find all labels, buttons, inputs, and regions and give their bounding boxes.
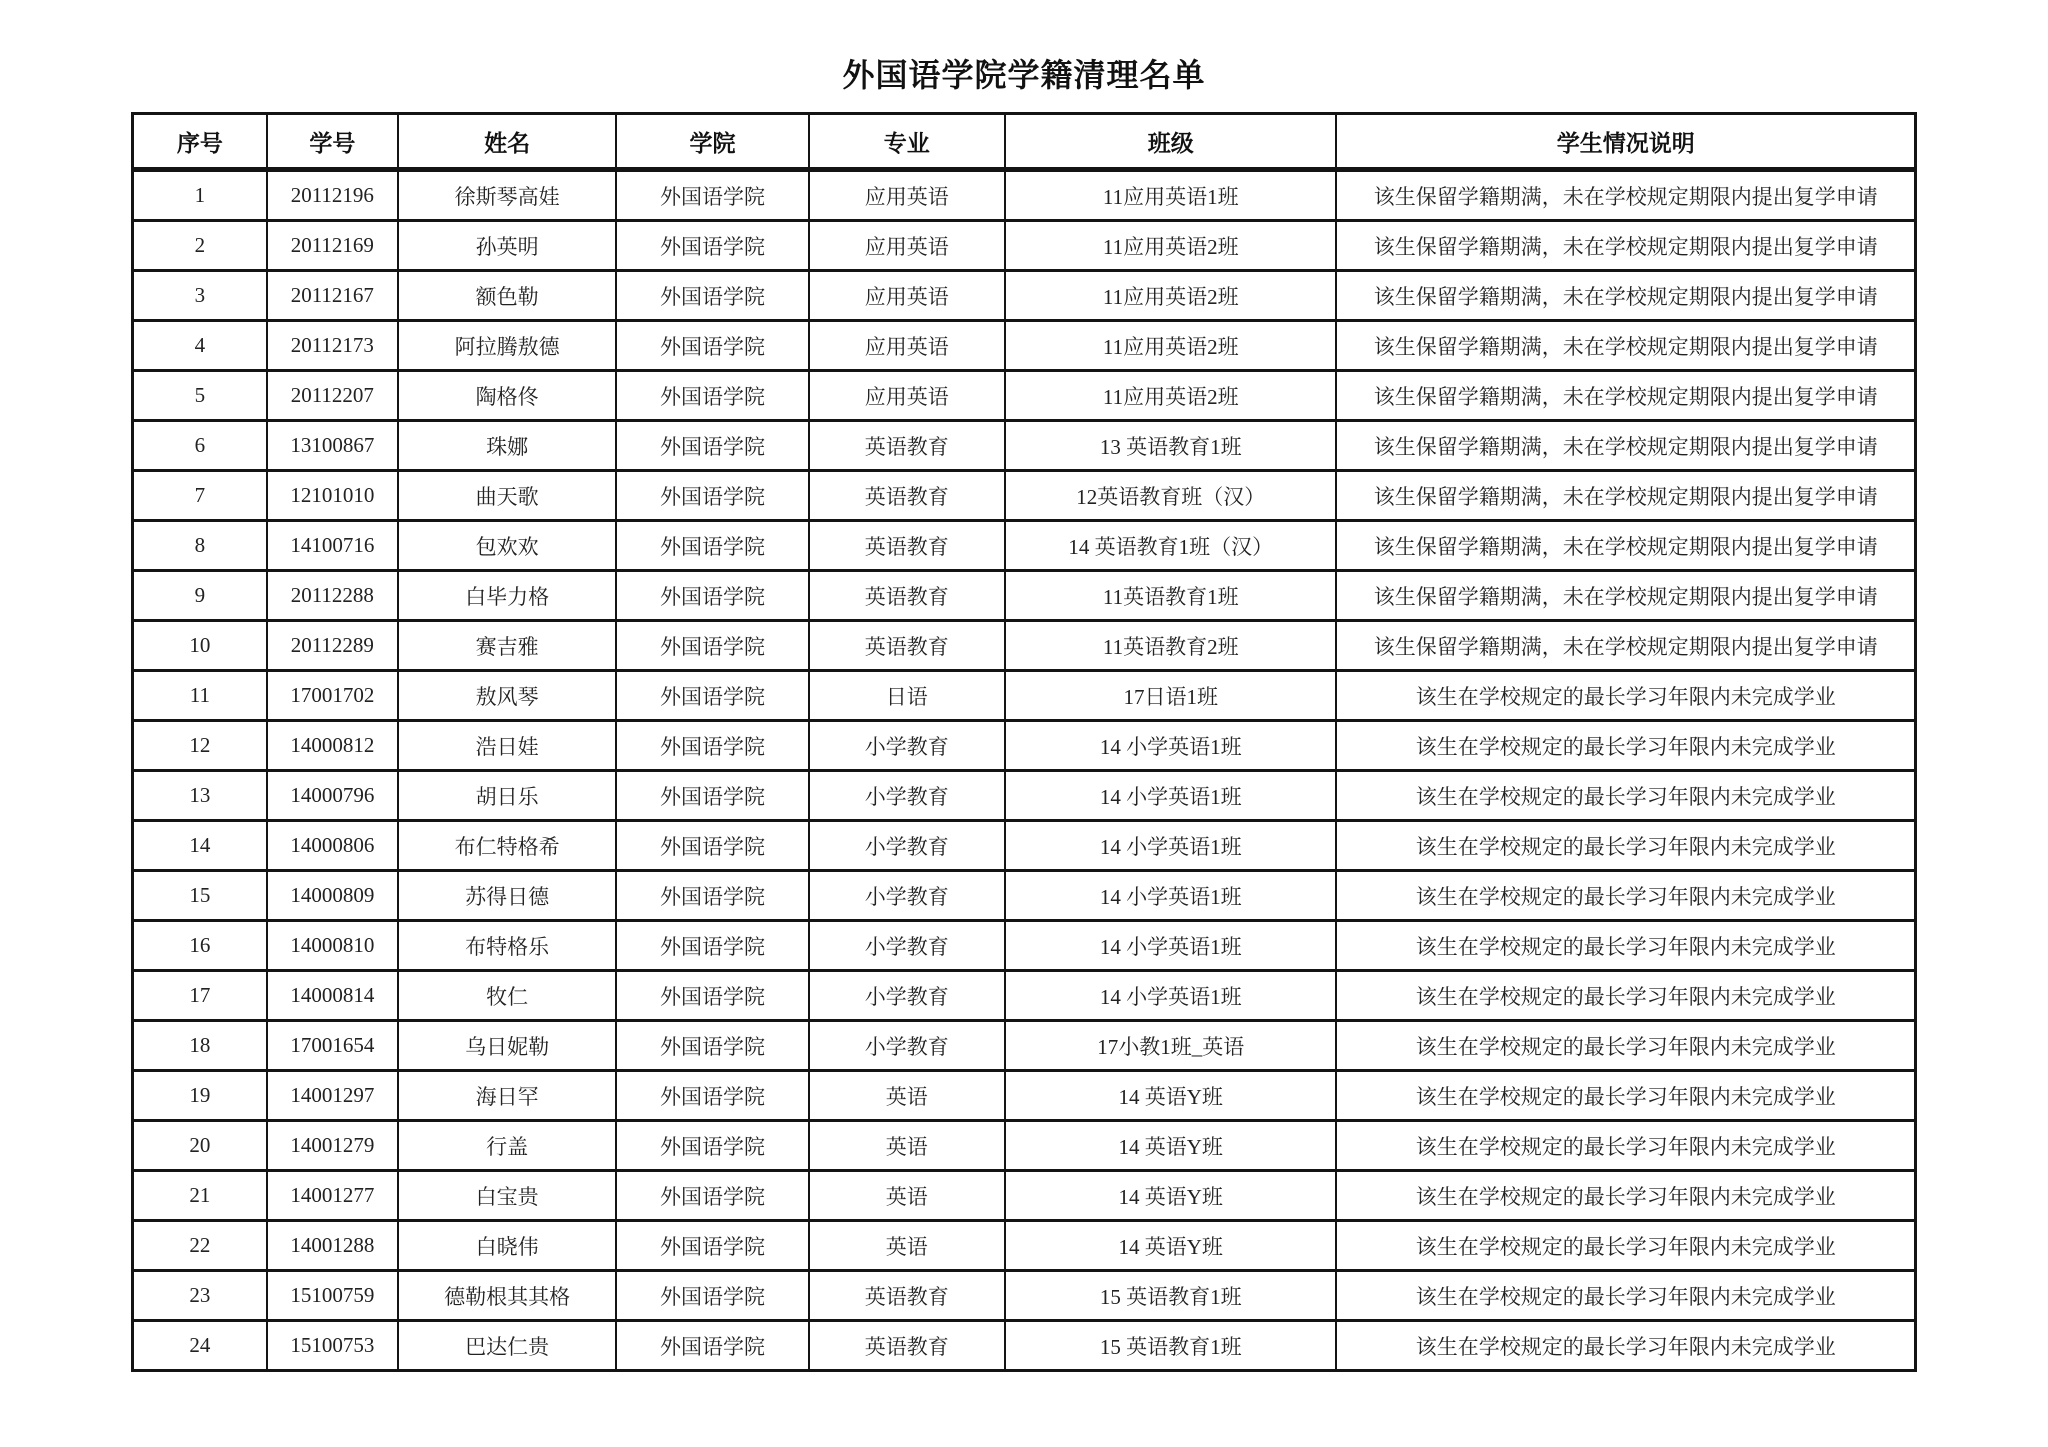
cell-note: 该生在学校规定的最长学习年限内未完成学业 <box>1336 771 1915 821</box>
table-row <box>133 271 1916 321</box>
cell-name: 胡日乐 <box>398 771 616 821</box>
cell-student_id: 14000796 <box>267 771 398 821</box>
cell-no: 10 <box>133 621 267 671</box>
cell-no: 4 <box>133 321 267 371</box>
cell-note: 该生在学校规定的最长学习年限内未完成学业 <box>1336 721 1915 771</box>
cell-class: 14 英语Y班 <box>1005 1121 1337 1171</box>
cell-note: 该生在学校规定的最长学习年限内未完成学业 <box>1336 1021 1915 1071</box>
cell-name: 包欢欢 <box>398 521 616 571</box>
table-row <box>133 1021 1916 1071</box>
cell-college: 外国语学院 <box>616 1021 808 1071</box>
table-row <box>133 1221 1916 1271</box>
cell-no: 18 <box>133 1021 267 1071</box>
cell-name: 曲天歌 <box>398 471 616 521</box>
table-row <box>133 1071 1916 1121</box>
cell-student_id: 14001279 <box>267 1121 398 1171</box>
cell-no: 3 <box>133 271 267 321</box>
cell-no: 7 <box>133 471 267 521</box>
cell-note: 该生保留学籍期满，未在学校规定期限内提出复学申请 <box>1336 371 1915 421</box>
table-row <box>133 1121 1916 1171</box>
column-header-note: 学生情况说明 <box>1336 114 1915 170</box>
cell-note: 该生保留学籍期满，未在学校规定期限内提出复学申请 <box>1336 621 1915 671</box>
cell-no: 6 <box>133 421 267 471</box>
cell-class: 14 小学英语1班 <box>1005 871 1337 921</box>
cell-college: 外国语学院 <box>616 170 808 221</box>
cell-class: 17小教1班_英语 <box>1005 1021 1337 1071</box>
cell-name: 徐斯琴高娃 <box>398 170 616 221</box>
cell-college: 外国语学院 <box>616 571 808 621</box>
cell-no: 2 <box>133 221 267 271</box>
cell-college: 外国语学院 <box>616 1171 808 1221</box>
cell-class: 11应用英语2班 <box>1005 371 1337 421</box>
cell-student_id: 20112289 <box>267 621 398 671</box>
cell-student_id: 14000809 <box>267 871 398 921</box>
cell-student_id: 20112169 <box>267 221 398 271</box>
cell-college: 外国语学院 <box>616 871 808 921</box>
cell-name: 海日罕 <box>398 1071 616 1121</box>
table-row <box>133 521 1916 571</box>
cell-no: 21 <box>133 1171 267 1221</box>
cell-college: 外国语学院 <box>616 471 808 521</box>
cell-college: 外国语学院 <box>616 1221 808 1271</box>
cell-no: 23 <box>133 1271 267 1321</box>
cell-student_id: 14000812 <box>267 721 398 771</box>
cell-note: 该生保留学籍期满，未在学校规定期限内提出复学申请 <box>1336 421 1915 471</box>
cell-class: 14 英语Y班 <box>1005 1221 1337 1271</box>
cell-student_id: 15100759 <box>267 1271 398 1321</box>
cell-student_id: 15100753 <box>267 1321 398 1371</box>
table-body <box>133 170 1916 1371</box>
cell-student_id: 20112173 <box>267 321 398 371</box>
table-row <box>133 571 1916 621</box>
cell-major: 英语教育 <box>809 1321 1005 1371</box>
cell-no: 12 <box>133 721 267 771</box>
header-row <box>133 114 1916 170</box>
cell-student_id: 14100716 <box>267 521 398 571</box>
cell-class: 11英语教育2班 <box>1005 621 1337 671</box>
cell-major: 小学教育 <box>809 721 1005 771</box>
cell-note: 该生保留学籍期满，未在学校规定期限内提出复学申请 <box>1336 221 1915 271</box>
cell-no: 24 <box>133 1321 267 1371</box>
cell-class: 14 小学英语1班 <box>1005 771 1337 821</box>
cell-name: 苏得日德 <box>398 871 616 921</box>
cell-name: 珠娜 <box>398 421 616 471</box>
cell-class: 14 英语Y班 <box>1005 1071 1337 1121</box>
cell-class: 17日语1班 <box>1005 671 1337 721</box>
cell-note: 该生在学校规定的最长学习年限内未完成学业 <box>1336 1271 1915 1321</box>
cell-student_id: 20112288 <box>267 571 398 621</box>
cell-major: 小学教育 <box>809 971 1005 1021</box>
cell-note: 该生保留学籍期满，未在学校规定期限内提出复学申请 <box>1336 471 1915 521</box>
cell-major: 英语 <box>809 1171 1005 1221</box>
cell-name: 牧仁 <box>398 971 616 1021</box>
cell-student_id: 17001654 <box>267 1021 398 1071</box>
student-roster-table <box>131 112 1917 1372</box>
cell-no: 11 <box>133 671 267 721</box>
cell-note: 该生在学校规定的最长学习年限内未完成学业 <box>1336 1321 1915 1371</box>
cell-name: 敖风琴 <box>398 671 616 721</box>
cell-name: 布特格乐 <box>398 921 616 971</box>
table-row <box>133 671 1916 721</box>
page-title: 外国语学院学籍清理名单 <box>842 57 1206 93</box>
cell-student_id: 14001288 <box>267 1221 398 1271</box>
table-row <box>133 821 1916 871</box>
cell-no: 8 <box>133 521 267 571</box>
cell-class: 14 小学英语1班 <box>1005 821 1337 871</box>
cell-name: 赛吉雅 <box>398 621 616 671</box>
cell-name: 德勒根其其格 <box>398 1271 616 1321</box>
cell-name: 白晓伟 <box>398 1221 616 1271</box>
cell-class: 14 英语Y班 <box>1005 1171 1337 1221</box>
cell-college: 外国语学院 <box>616 421 808 471</box>
table-row <box>133 721 1916 771</box>
cell-college: 外国语学院 <box>616 1121 808 1171</box>
column-header-class: 班级 <box>1005 114 1337 170</box>
cell-student_id: 13100867 <box>267 421 398 471</box>
cell-college: 外国语学院 <box>616 1071 808 1121</box>
cell-no: 22 <box>133 1221 267 1271</box>
cell-major: 应用英语 <box>809 271 1005 321</box>
cell-student_id: 20112196 <box>267 170 398 221</box>
table-row <box>133 371 1916 421</box>
table-row <box>133 170 1916 221</box>
cell-major: 应用英语 <box>809 170 1005 221</box>
cell-name: 孙英明 <box>398 221 616 271</box>
cell-name: 阿拉腾敖德 <box>398 321 616 371</box>
cell-college: 外国语学院 <box>616 721 808 771</box>
table-row <box>133 621 1916 671</box>
cell-class: 15 英语教育1班 <box>1005 1321 1337 1371</box>
cell-name: 陶格佟 <box>398 371 616 421</box>
cell-class: 11应用英语2班 <box>1005 321 1337 371</box>
table-row <box>133 871 1916 921</box>
cell-major: 应用英语 <box>809 221 1005 271</box>
cell-major: 英语教育 <box>809 521 1005 571</box>
cell-major: 小学教育 <box>809 921 1005 971</box>
column-header-name: 姓名 <box>398 114 616 170</box>
cell-note: 该生在学校规定的最长学习年限内未完成学业 <box>1336 671 1915 721</box>
cell-college: 外国语学院 <box>616 671 808 721</box>
cell-class: 14 英语教育1班（汉） <box>1005 521 1337 571</box>
table-row <box>133 971 1916 1021</box>
cell-class: 11英语教育1班 <box>1005 571 1337 621</box>
cell-student_id: 20112167 <box>267 271 398 321</box>
cell-name: 白毕力格 <box>398 571 616 621</box>
cell-major: 英语教育 <box>809 621 1005 671</box>
cell-no: 1 <box>133 170 267 221</box>
cell-note: 该生保留学籍期满，未在学校规定期限内提出复学申请 <box>1336 271 1915 321</box>
cell-class: 14 小学英语1班 <box>1005 921 1337 971</box>
cell-student_id: 14000806 <box>267 821 398 871</box>
table-row <box>133 1321 1916 1371</box>
column-header-student_id: 学号 <box>267 114 398 170</box>
cell-college: 外国语学院 <box>616 371 808 421</box>
cell-college: 外国语学院 <box>616 921 808 971</box>
cell-note: 该生在学校规定的最长学习年限内未完成学业 <box>1336 871 1915 921</box>
cell-college: 外国语学院 <box>616 321 808 371</box>
cell-note: 该生在学校规定的最长学习年限内未完成学业 <box>1336 1121 1915 1171</box>
cell-name: 行盖 <box>398 1121 616 1171</box>
cell-no: 13 <box>133 771 267 821</box>
cell-college: 外国语学院 <box>616 521 808 571</box>
table-row <box>133 221 1916 271</box>
cell-major: 英语教育 <box>809 421 1005 471</box>
cell-major: 日语 <box>809 671 1005 721</box>
cell-major: 英语 <box>809 1121 1005 1171</box>
cell-no: 5 <box>133 371 267 421</box>
cell-class: 11应用英语2班 <box>1005 271 1337 321</box>
cell-college: 外国语学院 <box>616 1321 808 1371</box>
cell-major: 小学教育 <box>809 771 1005 821</box>
cell-student_id: 17001702 <box>267 671 398 721</box>
cell-college: 外国语学院 <box>616 971 808 1021</box>
cell-note: 该生在学校规定的最长学习年限内未完成学业 <box>1336 1221 1915 1271</box>
cell-name: 浩日娃 <box>398 721 616 771</box>
table-row <box>133 1171 1916 1221</box>
cell-no: 17 <box>133 971 267 1021</box>
cell-note: 该生保留学籍期满，未在学校规定期限内提出复学申请 <box>1336 170 1915 221</box>
cell-note: 该生在学校规定的最长学习年限内未完成学业 <box>1336 971 1915 1021</box>
cell-class: 14 小学英语1班 <box>1005 971 1337 1021</box>
cell-name: 乌日妮勒 <box>398 1021 616 1071</box>
cell-major: 小学教育 <box>809 821 1005 871</box>
cell-major: 英语教育 <box>809 471 1005 521</box>
cell-no: 14 <box>133 821 267 871</box>
cell-note: 该生保留学籍期满，未在学校规定期限内提出复学申请 <box>1336 571 1915 621</box>
cell-class: 11应用英语2班 <box>1005 221 1337 271</box>
cell-note: 该生保留学籍期满，未在学校规定期限内提出复学申请 <box>1336 321 1915 371</box>
table-row <box>133 321 1916 371</box>
cell-student_id: 14001297 <box>267 1071 398 1121</box>
table-row <box>133 771 1916 821</box>
cell-name: 巴达仁贵 <box>398 1321 616 1371</box>
table-row <box>133 921 1916 971</box>
cell-class: 11应用英语1班 <box>1005 170 1337 221</box>
cell-note: 该生在学校规定的最长学习年限内未完成学业 <box>1336 821 1915 871</box>
cell-student_id: 14000814 <box>267 971 398 1021</box>
cell-class: 12英语教育班（汉） <box>1005 471 1337 521</box>
cell-college: 外国语学院 <box>616 621 808 671</box>
cell-student_id: 12101010 <box>267 471 398 521</box>
cell-class: 14 小学英语1班 <box>1005 721 1337 771</box>
cell-major: 应用英语 <box>809 371 1005 421</box>
cell-no: 19 <box>133 1071 267 1121</box>
cell-major: 英语 <box>809 1221 1005 1271</box>
cell-class: 13 英语教育1班 <box>1005 421 1337 471</box>
table-row <box>133 1271 1916 1321</box>
cell-college: 外国语学院 <box>616 271 808 321</box>
cell-note: 该生保留学籍期满，未在学校规定期限内提出复学申请 <box>1336 521 1915 571</box>
cell-name: 白宝贵 <box>398 1171 616 1221</box>
cell-note: 该生在学校规定的最长学习年限内未完成学业 <box>1336 1071 1915 1121</box>
cell-note: 该生在学校规定的最长学习年限内未完成学业 <box>1336 921 1915 971</box>
table-row <box>133 421 1916 471</box>
cell-major: 应用英语 <box>809 321 1005 371</box>
table-row <box>133 471 1916 521</box>
cell-student_id: 20112207 <box>267 371 398 421</box>
cell-college: 外国语学院 <box>616 771 808 821</box>
cell-no: 20 <box>133 1121 267 1171</box>
cell-college: 外国语学院 <box>616 821 808 871</box>
column-header-college: 学院 <box>616 114 808 170</box>
cell-college: 外国语学院 <box>616 221 808 271</box>
cell-student_id: 14001277 <box>267 1171 398 1221</box>
cell-major: 英语 <box>809 1071 1005 1121</box>
cell-name: 布仁特格希 <box>398 821 616 871</box>
cell-major: 英语教育 <box>809 1271 1005 1321</box>
column-header-no: 序号 <box>133 114 267 170</box>
cell-note: 该生在学校规定的最长学习年限内未完成学业 <box>1336 1171 1915 1221</box>
column-header-major: 专业 <box>809 114 1005 170</box>
cell-no: 15 <box>133 871 267 921</box>
cell-name: 额色勒 <box>398 271 616 321</box>
cell-class: 15 英语教育1班 <box>1005 1271 1337 1321</box>
cell-college: 外国语学院 <box>616 1271 808 1321</box>
cell-student_id: 14000810 <box>267 921 398 971</box>
cell-no: 16 <box>133 921 267 971</box>
cell-major: 小学教育 <box>809 871 1005 921</box>
cell-major: 英语教育 <box>809 571 1005 621</box>
cell-no: 9 <box>133 571 267 621</box>
cell-major: 小学教育 <box>809 1021 1005 1071</box>
